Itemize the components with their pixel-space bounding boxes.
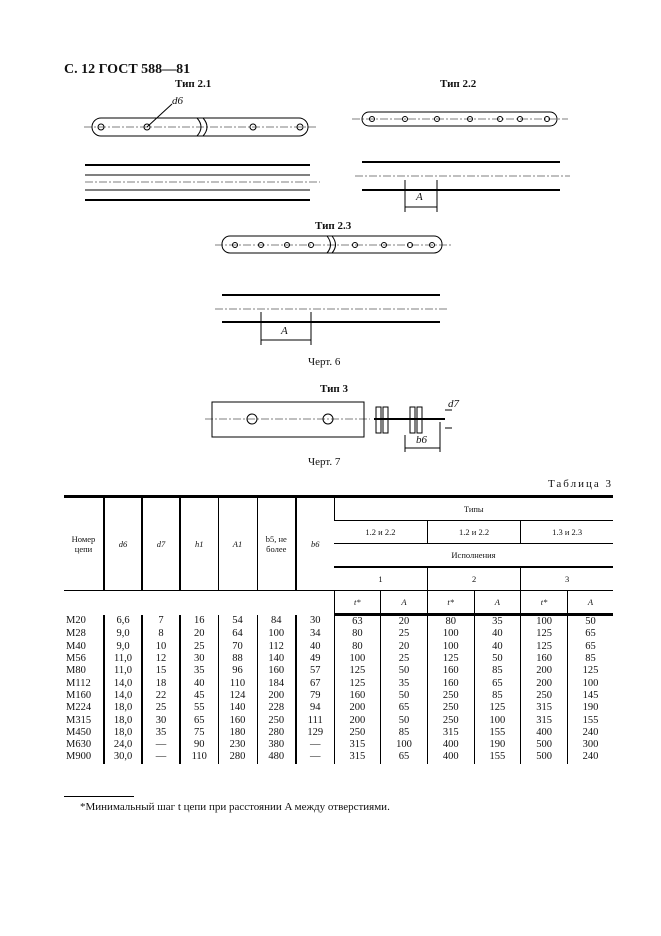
table-cell: 65 <box>474 677 521 689</box>
table-cell: 57 <box>296 665 334 677</box>
table-cell: 8 <box>142 628 180 640</box>
type-2-1-label: Тип 2.1 <box>175 78 212 90</box>
table-cell: 125 <box>427 653 474 665</box>
header-type-group: 1.2 и 2.2 <box>334 521 427 544</box>
table-row <box>64 714 613 726</box>
table-cell: 155 <box>474 751 521 763</box>
table-cell: 240 <box>567 751 613 763</box>
header-d7: d7 <box>142 497 180 591</box>
header-exec-3: 3 <box>521 567 613 591</box>
table-cell: 20 <box>381 641 428 653</box>
table-cell: 30 <box>142 714 180 726</box>
header-a: A <box>567 591 613 615</box>
table-cell: 70 <box>218 641 257 653</box>
table-cell: 111 <box>296 714 334 726</box>
table-cell: 50 <box>381 665 428 677</box>
table-cell: 140 <box>257 653 296 665</box>
table-cell: 160 <box>427 665 474 677</box>
table-cell: 80 <box>427 615 474 629</box>
table-cell: 65 <box>567 641 613 653</box>
table-cell: 14,0 <box>104 677 142 689</box>
table-cell: 480 <box>257 751 296 763</box>
table-row <box>64 641 613 653</box>
table-cell: 300 <box>567 739 613 751</box>
type-2-3-label: Тип 2.3 <box>315 220 352 232</box>
table-cell: M80 <box>66 665 86 677</box>
dim-a-label-2-2: A <box>416 191 423 203</box>
table-cell: 35 <box>142 727 180 739</box>
table-cell: 500 <box>521 751 568 763</box>
table-cell: 155 <box>567 714 613 726</box>
table-cell: 18,0 <box>104 702 142 714</box>
table-cell: 145 <box>567 690 613 702</box>
table-cell: 100 <box>427 641 474 653</box>
table-cell: 380 <box>257 739 296 751</box>
table-cell: 200 <box>257 690 296 702</box>
chain-dimensions-table <box>64 495 613 764</box>
table-cell: 11,0 <box>104 665 142 677</box>
table-cell: 40 <box>180 677 218 689</box>
table-cell: 22 <box>142 690 180 702</box>
dim-a-label-2-3: A <box>281 325 288 337</box>
table-cell: 9,0 <box>104 641 142 653</box>
table-cell: 280 <box>257 727 296 739</box>
table-cell: 110 <box>180 751 218 763</box>
table-row <box>64 615 613 629</box>
table-cell: 12 <box>142 653 180 665</box>
table-cell: 64 <box>218 628 257 640</box>
table-cell: 65 <box>567 628 613 640</box>
table-cell: 10 <box>142 641 180 653</box>
table-cell: 7 <box>142 615 180 629</box>
drawing-type-3 <box>205 402 452 452</box>
table-cell: 14,0 <box>104 690 142 702</box>
table-cell: 125 <box>334 677 381 689</box>
b6-label: b6 <box>416 434 427 446</box>
table-cell: 50 <box>567 615 613 629</box>
table-cell: M40 <box>66 640 86 652</box>
table-cell: 315 <box>521 702 568 714</box>
table-cell: 190 <box>567 702 613 714</box>
table-cell: M20 <box>66 615 86 627</box>
table-cell: 160 <box>334 690 381 702</box>
table-cell: 88 <box>218 653 257 665</box>
header-a1: A1 <box>218 497 257 591</box>
footnote: *Минимальный шаг t цепи при расстоянии A между отверстиями. <box>80 801 390 813</box>
header-h1: h1 <box>180 497 218 591</box>
table-cell: 190 <box>474 739 521 751</box>
table-cell: 125 <box>521 628 568 640</box>
drawing-type-2-1 <box>84 104 320 200</box>
table-cell: 35 <box>474 615 521 629</box>
table-cell: 160 <box>218 714 257 726</box>
table-cell: 250 <box>427 690 474 702</box>
table-cell: 250 <box>257 714 296 726</box>
header-type-group: 1.3 и 2.3 <box>521 521 613 544</box>
table-cell: 112 <box>257 641 296 653</box>
table-cell: M160 <box>66 689 92 701</box>
table-cell: 85 <box>474 690 521 702</box>
table-cell: 85 <box>567 653 613 665</box>
table-cell: 160 <box>427 677 474 689</box>
table-cell: 184 <box>257 677 296 689</box>
drawing-type-2-3 <box>215 236 452 345</box>
header-executions: Исполнения <box>334 544 613 568</box>
table-cell: 18,0 <box>104 714 142 726</box>
table-cell: 400 <box>427 751 474 763</box>
table-cell: 75 <box>180 727 218 739</box>
table-row <box>64 702 613 714</box>
table-cell: M450 <box>66 726 92 738</box>
table-cell: 100 <box>474 714 521 726</box>
table-cell: 160 <box>257 665 296 677</box>
table-cell: 160 <box>521 653 568 665</box>
header-t: t* <box>521 591 568 615</box>
table-cell: 400 <box>521 727 568 739</box>
table-cell: 30,0 <box>104 751 142 763</box>
table-cell: 250 <box>427 702 474 714</box>
table-cell: 400 <box>427 739 474 751</box>
table-cell: 100 <box>567 677 613 689</box>
table-cell: M56 <box>66 653 86 665</box>
table-cell: 49 <box>296 653 334 665</box>
header-a: A <box>474 591 521 615</box>
table-cell: M630 <box>66 739 92 751</box>
table-cell: 25 <box>142 702 180 714</box>
table-cell: 40 <box>296 641 334 653</box>
table-cell: 96 <box>218 665 257 677</box>
table-cell: 18 <box>142 677 180 689</box>
d6-label: d6 <box>172 95 183 107</box>
table-cell: 25 <box>180 641 218 653</box>
table-row <box>64 751 613 763</box>
header-t: t* <box>427 591 474 615</box>
table-cell: 85 <box>474 665 521 677</box>
table-cell: 315 <box>334 751 381 763</box>
table-cell: 30 <box>296 615 334 629</box>
table-cell: 16 <box>180 615 218 629</box>
table-row <box>64 727 613 739</box>
table-cell: 94 <box>296 702 334 714</box>
table-cell: 55 <box>180 702 218 714</box>
table-cell: 200 <box>334 714 381 726</box>
table-cell: M28 <box>66 628 86 640</box>
table-cell: 129 <box>296 727 334 739</box>
table-cell: 65 <box>381 702 428 714</box>
type-3-label: Тип 3 <box>320 383 348 395</box>
table-cell: M315 <box>66 714 92 726</box>
header-a: A <box>381 591 428 615</box>
table-cell: 315 <box>427 727 474 739</box>
table-cell: 90 <box>180 739 218 751</box>
page-header: С. 12 ГОСТ 588—81 <box>64 62 191 77</box>
table-cell: 315 <box>521 714 568 726</box>
table-cell: 50 <box>474 653 521 665</box>
header-exec-2: 2 <box>427 567 520 591</box>
table-cell: 200 <box>334 702 381 714</box>
table-row <box>64 628 613 640</box>
table-cell: 35 <box>180 665 218 677</box>
table-cell: 15 <box>142 665 180 677</box>
table-cell: 100 <box>521 615 568 629</box>
header-b5: b5, не более <box>257 497 296 591</box>
table-cell: 124 <box>218 690 257 702</box>
table-cell: 85 <box>381 727 428 739</box>
table-cell: 250 <box>427 714 474 726</box>
table-cell: 18,0 <box>104 727 142 739</box>
table-cell: 40 <box>474 641 521 653</box>
table-cell: 100 <box>334 653 381 665</box>
table-cell: 35 <box>381 677 428 689</box>
table-cell: M900 <box>66 751 92 763</box>
table-cell: 315 <box>334 739 381 751</box>
type-2-2-label: Тип 2.2 <box>440 78 477 90</box>
d7-label: d7 <box>448 398 459 410</box>
table-cell: 180 <box>218 727 257 739</box>
table-cell: 20 <box>381 615 428 629</box>
table-cell: 100 <box>257 628 296 640</box>
table-cell: 125 <box>474 702 521 714</box>
header-exec-1: 1 <box>334 567 427 591</box>
table-cell: 24,0 <box>104 739 142 751</box>
table-cell: 250 <box>521 690 568 702</box>
header-t: t* <box>334 591 381 615</box>
drawing-type-2-2 <box>352 112 570 212</box>
table-cell: 50 <box>381 714 428 726</box>
table-row <box>64 690 613 702</box>
table-cell: 200 <box>521 677 568 689</box>
table-cell: — <box>296 751 334 763</box>
table-cell: 79 <box>296 690 334 702</box>
caption-fig-7: Черт. 7 <box>308 456 341 468</box>
table-cell: 40 <box>474 628 521 640</box>
table-cell: 240 <box>567 727 613 739</box>
table-cell: 228 <box>257 702 296 714</box>
table-cell: 500 <box>521 739 568 751</box>
header-d6: d6 <box>104 497 142 591</box>
header-types: Типы <box>334 497 613 521</box>
table-row <box>64 653 613 665</box>
table-cell: 50 <box>381 690 428 702</box>
table-cell: 20 <box>180 628 218 640</box>
table-cell: 100 <box>427 628 474 640</box>
table-title: Таблица 3 <box>547 478 613 490</box>
header-number: Номер цепи <box>64 497 104 591</box>
table-cell: 65 <box>381 751 428 763</box>
table-cell: 30 <box>180 653 218 665</box>
table-cell: 34 <box>296 628 334 640</box>
table-cell: 125 <box>334 665 381 677</box>
table-cell: 155 <box>474 727 521 739</box>
table-row <box>64 665 613 677</box>
table-cell: 67 <box>296 677 334 689</box>
table-cell: M112 <box>66 677 91 689</box>
table-cell: 125 <box>521 641 568 653</box>
table-cell: 25 <box>381 653 428 665</box>
table-cell: 80 <box>334 641 381 653</box>
table-cell: 63 <box>334 615 381 629</box>
footnote-divider <box>64 796 134 797</box>
table-cell: 25 <box>381 628 428 640</box>
table-cell: 200 <box>521 665 568 677</box>
table-cell: 125 <box>567 665 613 677</box>
table-row <box>64 739 613 751</box>
table-cell: 250 <box>334 727 381 739</box>
table-cell: M224 <box>66 702 92 714</box>
table-cell: 54 <box>218 615 257 629</box>
table-cell: — <box>296 739 334 751</box>
table-cell: 6,6 <box>104 615 142 629</box>
table-cell: — <box>142 739 180 751</box>
table-cell: — <box>142 751 180 763</box>
header-type-group: 1.2 и 2.2 <box>427 521 520 544</box>
table-cell: 140 <box>218 702 257 714</box>
table-cell: 280 <box>218 751 257 763</box>
header-b6: b6 <box>296 497 334 591</box>
table-cell: 84 <box>257 615 296 629</box>
table-cell: 65 <box>180 714 218 726</box>
table-cell: 45 <box>180 690 218 702</box>
caption-fig-6: Черт. 6 <box>308 356 341 368</box>
table-cell: 100 <box>381 739 428 751</box>
table-cell: 80 <box>334 628 381 640</box>
table-cell: 11,0 <box>104 653 142 665</box>
table-cell: 230 <box>218 739 257 751</box>
table-cell: 110 <box>218 677 257 689</box>
table-row <box>64 677 613 689</box>
table-cell: 9,0 <box>104 628 142 640</box>
